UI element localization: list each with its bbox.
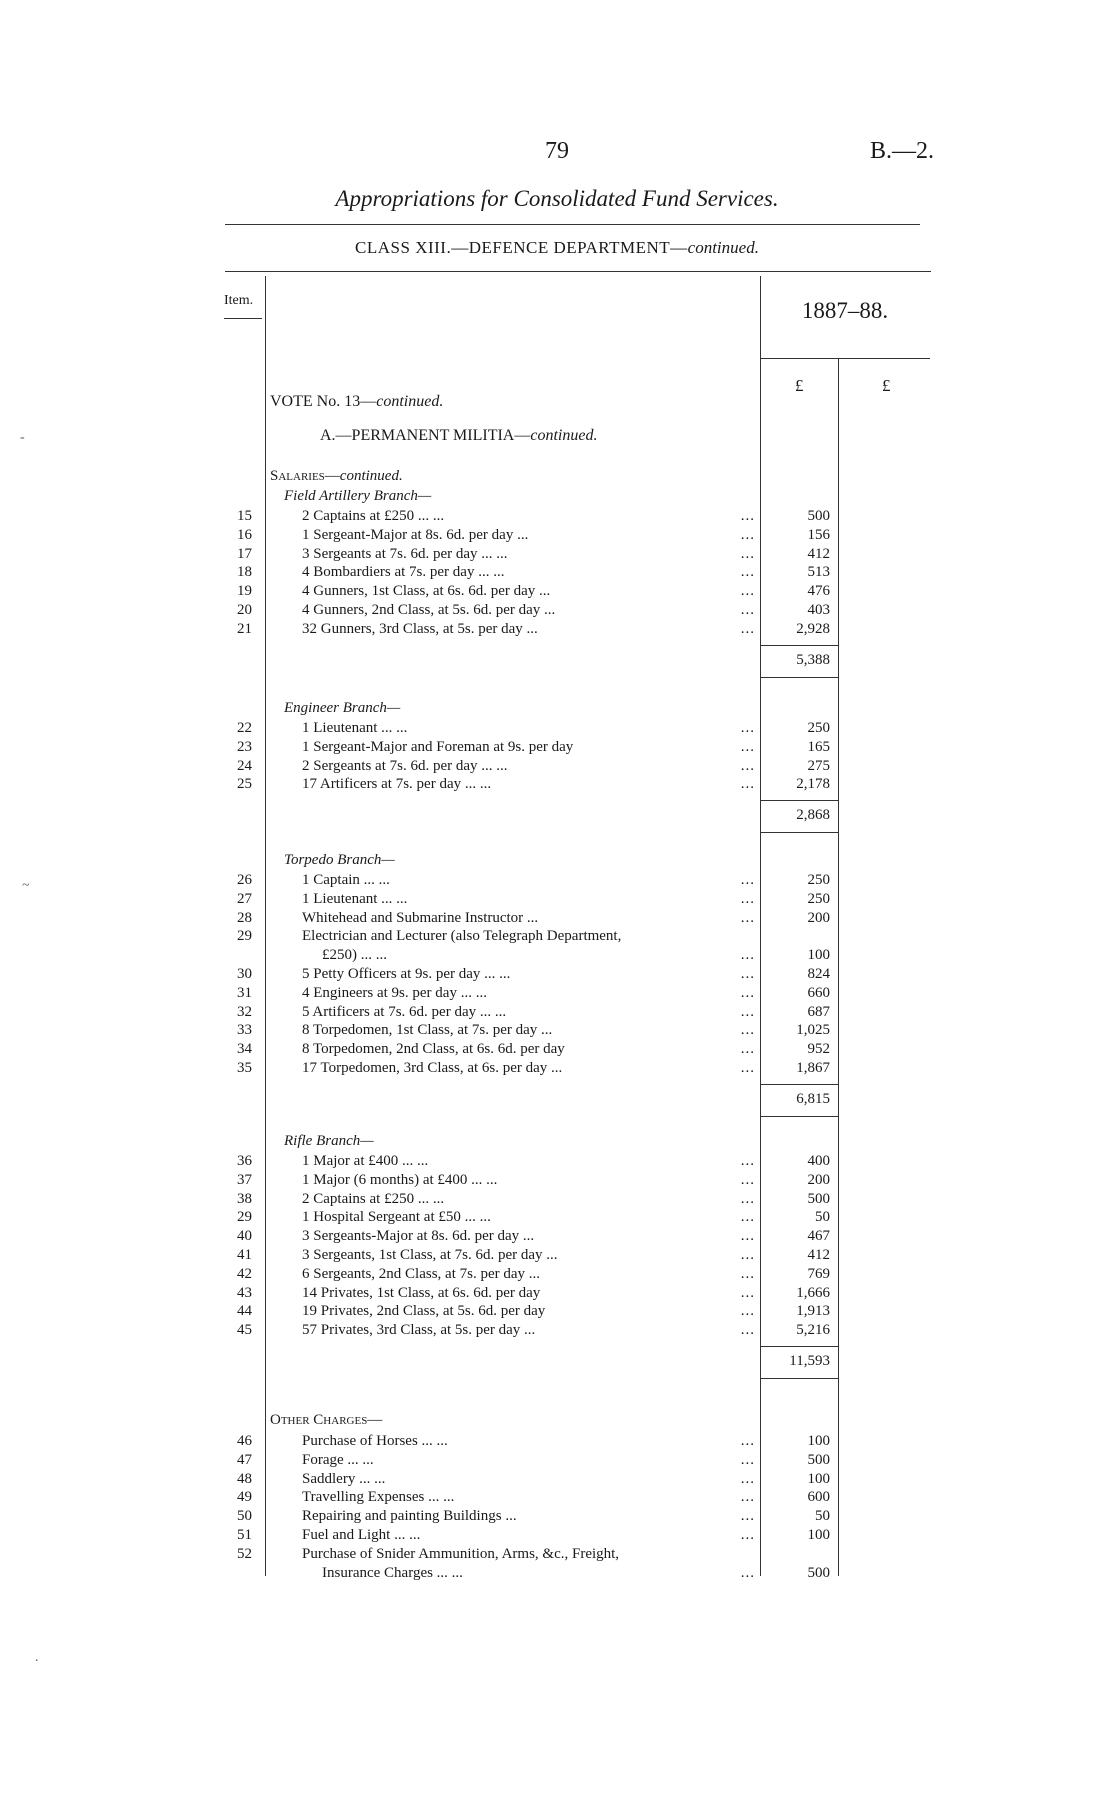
row-description: 17 Artificers at 7s. per day ... ...	[302, 776, 492, 793]
table-row	[0, 738, 1114, 756]
table-row	[0, 719, 1114, 737]
other-charges-heading: Other Charges—	[270, 1412, 383, 1428]
leader-dots: ...	[740, 872, 755, 888]
table-row	[0, 507, 1114, 525]
row-description: Travelling Expenses ... ...	[302, 1489, 455, 1506]
leader-dots: ...	[740, 984, 755, 1001]
table-row	[0, 1321, 1114, 1339]
table-row	[0, 1208, 1114, 1226]
class-title-main: CLASS XIII.—DEFENCE DEPARTMENT—	[355, 238, 688, 257]
item-number: 18	[237, 564, 252, 581]
table-row	[0, 1171, 1114, 1189]
leader-dots: ...	[740, 583, 755, 600]
table-row	[0, 871, 1114, 889]
item-number: 15	[237, 508, 252, 524]
table-row	[0, 582, 1114, 600]
row-amount: 165	[807, 738, 830, 755]
leader-dots: ...	[740, 526, 755, 543]
row-description: Purchase of Snider Ammunition, Arms, &c., Freight,	[302, 1545, 620, 1562]
row-description: 2 Captains at £250 ... ...	[302, 1190, 445, 1207]
table-row	[0, 909, 1114, 927]
leader-dots: ...	[740, 1451, 755, 1468]
year-column-header: 1887–88.	[801, 298, 889, 323]
item-number: 31	[237, 984, 252, 1001]
row-description: 1 Major (6 months) at £400 ... ...	[302, 1171, 498, 1188]
table-row	[0, 927, 1114, 945]
row-amount: 100	[807, 1433, 830, 1449]
table-row	[0, 1059, 1114, 1077]
row-description: 3 Sergeants, 1st Class, at 7s. 6d. per day ...	[302, 1247, 558, 1263]
page-number: 79	[545, 138, 569, 164]
leader-dots: ...	[740, 738, 755, 755]
row-amount: 1,025	[796, 1022, 830, 1039]
branch-heading: Engineer Branch—	[284, 700, 401, 716]
leader-dots: ...	[740, 1190, 755, 1207]
row-description: 2 Captains at £250 ... ...	[302, 508, 445, 524]
row-amount: 250	[807, 872, 830, 888]
item-number: 26	[237, 872, 252, 888]
item-number: 41	[237, 1247, 252, 1263]
leader-dots: ...	[740, 545, 755, 562]
item-column-header: Item.	[224, 293, 254, 308]
row-amount: 500	[807, 1451, 830, 1468]
leader-dots: ...	[740, 1228, 755, 1245]
item-number: 52	[237, 1545, 252, 1562]
table-row	[0, 984, 1114, 1002]
row-amount: 5,216	[796, 1322, 830, 1339]
row-description: 1 Hospital Sergeant at £50 ... ...	[302, 1209, 491, 1226]
item-number: 37	[237, 1171, 252, 1188]
row-description: 1 Captain ... ...	[302, 872, 390, 888]
vote-heading-main: VOTE No. 13—	[270, 393, 377, 410]
row-amount: 513	[807, 564, 830, 581]
item-number: 22	[237, 720, 252, 736]
row-amount: 412	[807, 1247, 830, 1263]
table-row	[0, 965, 1114, 983]
year-header-rule	[760, 358, 930, 359]
table-row	[0, 1003, 1114, 1021]
row-amount: 403	[807, 602, 830, 618]
branch-heading: Field Artillery Branch—	[284, 488, 432, 504]
table-row	[0, 1507, 1114, 1525]
table-row	[0, 1526, 1114, 1544]
row-amount: 50	[815, 1508, 830, 1525]
table-row	[0, 1451, 1114, 1469]
subtotal-rule-bottom	[760, 832, 838, 833]
leader-dots: ...	[740, 1209, 755, 1226]
row-amount: 200	[807, 909, 830, 926]
salaries-heading-cont: continued.	[339, 468, 403, 484]
branch-heading: Rifle Branch—	[284, 1133, 374, 1149]
row-amount: 100	[807, 947, 830, 964]
row-description: Electrician and Lecturer (also Telegraph Department,	[302, 928, 622, 945]
leader-dots: ...	[740, 1247, 755, 1263]
row-amount: 400	[807, 1153, 830, 1169]
section-heading-cont: continued.	[530, 427, 598, 444]
branch-subtotal: 6,815	[796, 1090, 830, 1107]
item-number: 28	[237, 909, 252, 926]
table-row	[0, 757, 1114, 775]
leader-dots: ...	[740, 1265, 755, 1282]
row-description: Insurance Charges ... ...	[322, 1564, 463, 1581]
table-row	[0, 1246, 1114, 1264]
table-row	[0, 1302, 1114, 1320]
leader-dots: ...	[740, 620, 755, 637]
item-number: 24	[237, 757, 252, 774]
row-description: 2 Sergeants at 7s. 6d. per day ... ...	[302, 757, 508, 774]
table-row	[0, 1284, 1114, 1302]
row-description: 14 Privates, 1st Class, at 6s. 6d. per day	[302, 1284, 541, 1301]
subtotal-rule-bottom	[760, 1116, 838, 1117]
row-amount: 824	[807, 966, 830, 982]
row-description: 8 Torpedomen, 1st Class, at 7s. per day ...	[302, 1022, 553, 1039]
row-description: Forage ... ...	[302, 1451, 374, 1468]
row-amount: 467	[807, 1228, 830, 1245]
vote-heading	[270, 393, 443, 411]
leader-dots: ...	[740, 1003, 755, 1020]
table-row	[0, 1021, 1114, 1039]
subtotal-rule-bottom	[760, 677, 838, 678]
table-row	[0, 1040, 1114, 1058]
leader-dots: ...	[740, 890, 755, 907]
item-number: 35	[237, 1060, 252, 1076]
row-amount: 100	[807, 1527, 830, 1543]
table-row	[0, 563, 1114, 581]
row-description: 17 Torpedomen, 3rd Class, at 6s. per day ...	[302, 1060, 563, 1076]
row-description: 19 Privates, 2nd Class, at 5s. 6d. per day	[302, 1303, 546, 1320]
item-number: 33	[237, 1022, 252, 1039]
row-amount: 100	[807, 1470, 830, 1487]
item-number: 43	[237, 1284, 252, 1301]
item-number: 23	[237, 738, 252, 755]
class-title-cont: continued.	[687, 238, 759, 257]
leader-dots: ...	[740, 776, 755, 793]
row-amount: 1,913	[796, 1303, 830, 1320]
item-number: 48	[237, 1470, 252, 1487]
section-heading-main: A.—PERMANENT MILITIA—	[320, 427, 531, 444]
main-title: Appropriations for Consolidated Fund Services.	[335, 186, 779, 211]
leader-dots: ...	[740, 966, 755, 982]
row-amount: 200	[807, 1171, 830, 1188]
row-description: 3 Sergeants at 7s. 6d. per day ... ...	[302, 545, 508, 562]
item-number: 36	[237, 1153, 252, 1169]
item-number: 20	[237, 602, 252, 618]
leader-dots: ...	[740, 909, 755, 926]
row-description: 4 Bombardiers at 7s. per day ... ...	[302, 564, 505, 581]
table-row	[0, 1227, 1114, 1245]
item-number: 17	[237, 545, 252, 562]
table-row	[0, 946, 1114, 964]
table-row	[0, 775, 1114, 793]
leader-dots: ...	[740, 947, 755, 964]
item-number: 29	[237, 928, 252, 945]
item-number: 49	[237, 1489, 252, 1506]
leader-dots: ...	[740, 1489, 755, 1506]
row-description: 5 Artificers at 7s. 6d. per day ... ...	[302, 1003, 507, 1020]
leader-dots: ...	[740, 564, 755, 581]
table-row	[0, 620, 1114, 638]
subtotal-rule	[760, 800, 838, 801]
table-row	[0, 1265, 1114, 1283]
table-row	[0, 601, 1114, 619]
item-number: 34	[237, 1041, 252, 1058]
row-description: 1 Lieutenant ... ...	[302, 890, 408, 907]
item-number: 21	[237, 620, 252, 637]
row-amount: 660	[807, 984, 830, 1001]
leader-dots: ...	[740, 1284, 755, 1301]
row-amount: 476	[807, 583, 830, 600]
subtotal-rule	[760, 1084, 838, 1085]
row-description: 4 Gunners, 2nd Class, at 5s. 6d. per day ...	[302, 602, 556, 618]
item-number: 47	[237, 1451, 252, 1468]
leader-dots: ...	[740, 602, 755, 618]
leader-dots: ...	[740, 1171, 755, 1188]
row-description: Whitehead and Submarine Instructor ...	[302, 909, 539, 926]
branch-subtotal: 5,388	[796, 651, 830, 668]
row-amount: 156	[807, 526, 830, 543]
row-description: 1 Lieutenant ... ...	[302, 720, 408, 736]
row-description: 57 Privates, 3rd Class, at 5s. per day ...	[302, 1322, 536, 1339]
row-amount: 275	[807, 757, 830, 774]
row-amount: 250	[807, 720, 830, 736]
table-row	[0, 890, 1114, 908]
table-row	[0, 1564, 1114, 1582]
row-description: Repairing and painting Buildings ...	[302, 1508, 517, 1525]
leader-dots: ...	[740, 1303, 755, 1320]
leader-dots: ...	[740, 1527, 755, 1543]
table-row	[0, 545, 1114, 563]
item-number: 50	[237, 1508, 252, 1525]
table-row	[0, 1488, 1114, 1506]
row-description: 5 Petty Officers at 9s. per day ... ...	[302, 966, 511, 982]
table-row	[0, 1152, 1114, 1170]
table-top-rule	[225, 271, 931, 272]
row-description: Saddlery ... ...	[302, 1470, 386, 1487]
table-row	[0, 1432, 1114, 1450]
leader-dots: ...	[740, 1470, 755, 1487]
table-row	[0, 1545, 1114, 1563]
table-row	[0, 526, 1114, 544]
branch-subtotal: 11,593	[789, 1353, 830, 1369]
leader-dots: ...	[740, 508, 755, 524]
branch-subtotal: 2,868	[796, 807, 830, 824]
item-number: 32	[237, 1003, 252, 1020]
row-amount: 1,666	[796, 1284, 830, 1301]
row-description: 6 Sergeants, 2nd Class, at 7s. per day ...	[302, 1265, 541, 1282]
row-amount: 2,928	[796, 620, 830, 637]
leader-dots: ...	[740, 1153, 755, 1169]
item-number: 27	[237, 890, 252, 907]
leader-dots: ...	[740, 757, 755, 774]
row-amount: 1,867	[796, 1060, 830, 1076]
row-amount: 500	[807, 508, 830, 524]
item-number: 46	[237, 1433, 252, 1449]
item-number: 51	[237, 1527, 252, 1543]
leader-dots: ...	[740, 1041, 755, 1058]
row-amount: 250	[807, 890, 830, 907]
item-number: 40	[237, 1228, 252, 1245]
row-amount: 50	[815, 1209, 830, 1226]
item-number: 19	[237, 583, 252, 600]
item-header-underline	[224, 318, 262, 319]
row-amount: 600	[807, 1489, 830, 1506]
leader-dots: ...	[740, 1564, 755, 1581]
item-number: 45	[237, 1322, 252, 1339]
top-rule	[225, 224, 920, 225]
row-description: 4 Gunners, 1st Class, at 6s. 6d. per day ...	[302, 583, 551, 600]
stray-mark-3: .	[35, 1650, 39, 1665]
leader-dots: ...	[740, 1433, 755, 1449]
item-number: 25	[237, 776, 252, 793]
row-description: 32 Gunners, 3rd Class, at 5s. per day ...	[302, 620, 538, 637]
item-number: 29	[237, 1209, 252, 1226]
leader-dots: ...	[740, 1508, 755, 1525]
row-amount: 952	[807, 1041, 830, 1058]
vote-heading-cont: continued.	[376, 393, 444, 410]
item-number: 42	[237, 1265, 252, 1282]
section-heading	[320, 427, 597, 445]
row-amount: 412	[807, 545, 830, 562]
class-title	[0, 238, 1114, 258]
document-code: B.—2.	[870, 138, 935, 164]
row-description: 8 Torpedomen, 2nd Class, at 6s. 6d. per day	[302, 1041, 565, 1058]
leader-dots: ...	[740, 720, 755, 736]
row-description: Fuel and Light ... ...	[302, 1527, 421, 1543]
subtotal-rule	[760, 1346, 838, 1347]
row-description: £250) ... ...	[322, 947, 387, 964]
row-amount: 500	[807, 1190, 830, 1207]
leader-dots: ...	[740, 1022, 755, 1039]
row-description: 3 Sergeants-Major at 8s. 6d. per day ...	[302, 1228, 535, 1245]
row-amount: 769	[807, 1265, 830, 1282]
row-amount: 500	[807, 1564, 830, 1581]
subtotal-rule-bottom	[760, 1378, 838, 1379]
row-description: 1 Sergeant-Major and Foreman at 9s. per day	[302, 738, 574, 755]
currency-symbol-1: £	[795, 376, 804, 395]
row-amount: 2,178	[796, 776, 830, 793]
row-description: 4 Engineers at 9s. per day ... ...	[302, 984, 487, 1001]
salaries-heading	[270, 468, 403, 485]
table-row	[0, 1470, 1114, 1488]
leader-dots: ...	[740, 1322, 755, 1339]
item-number: 16	[237, 526, 252, 543]
row-amount: 687	[807, 1003, 830, 1020]
item-number: 30	[237, 966, 252, 982]
table-row	[0, 1190, 1114, 1208]
stray-mark-2: ~	[22, 878, 30, 893]
salaries-heading-main: Salaries—	[270, 468, 340, 484]
stray-mark-1: -	[20, 430, 25, 445]
row-description: Purchase of Horses ... ...	[302, 1433, 448, 1449]
row-description: 1 Major at £400 ... ...	[302, 1153, 429, 1169]
currency-symbol-2: £	[882, 376, 891, 395]
subtotal-rule	[760, 645, 838, 646]
row-description: 1 Sergeant-Major at 8s. 6d. per day ...	[302, 526, 529, 543]
branch-heading: Torpedo Branch—	[284, 852, 395, 868]
item-number: 38	[237, 1190, 252, 1207]
item-number: 44	[237, 1303, 252, 1320]
leader-dots: ...	[740, 1060, 755, 1076]
